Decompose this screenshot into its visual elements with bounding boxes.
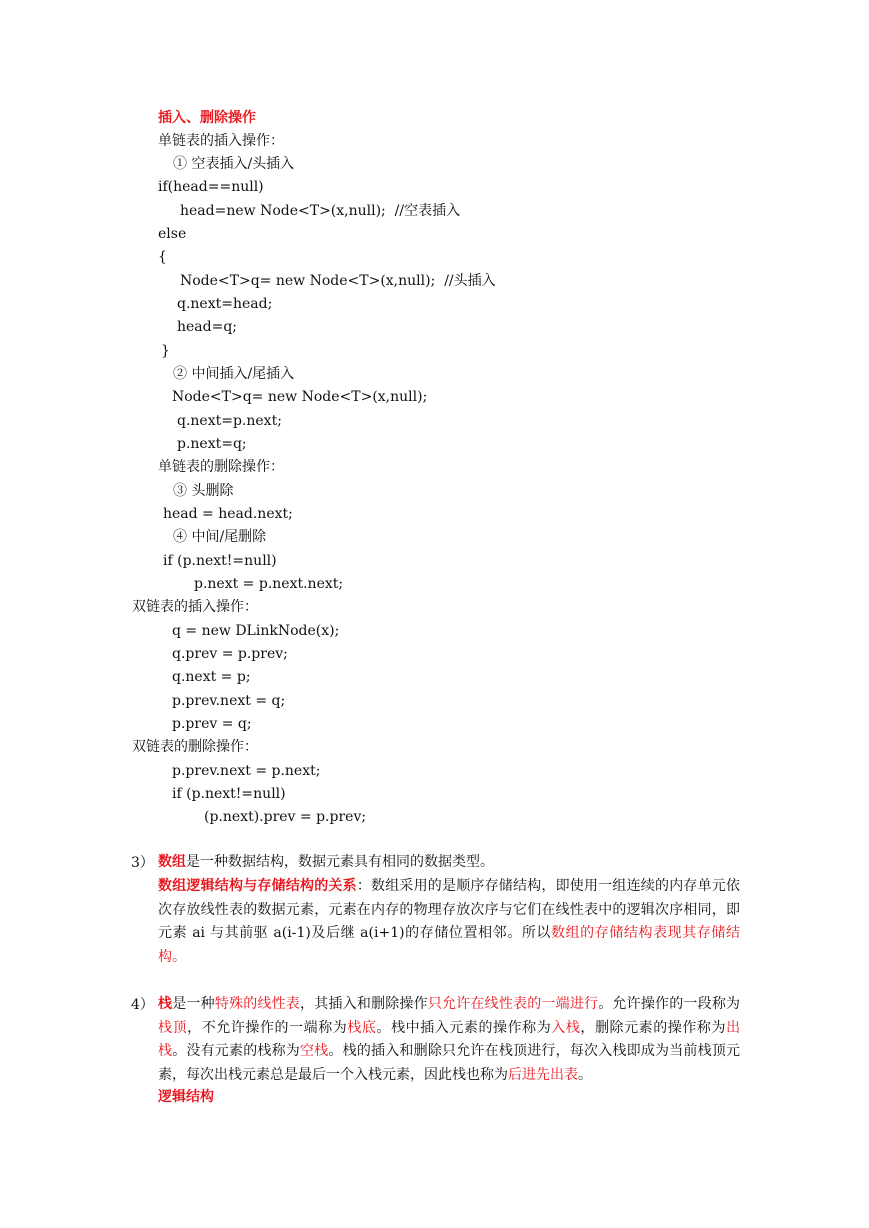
- section-number: 3）: [131, 855, 154, 871]
- text: 。栈的插入和删除只允许在栈顶进行，每次入栈即成为当前栈顶元素，每次出栈元素总是最后一个入栈元素，因此栈也称为: [158, 1043, 741, 1083]
- code-line: q.next = p;: [172, 669, 251, 685]
- code-line: if (p.next!=null): [163, 553, 277, 569]
- code-line: q = new DLinkNode(x);: [172, 623, 340, 639]
- code-line: q.next=p.next;: [177, 413, 282, 429]
- term: 数组: [158, 854, 186, 870]
- text: 。栈中插入元素的操作称为: [376, 1019, 552, 1036]
- code-line: p.next = p.next.next;: [194, 576, 344, 592]
- code-line: p.prev = q;: [172, 716, 252, 732]
- text: 。没有元素的栈称为: [172, 1043, 301, 1059]
- highlight: 入栈: [551, 1019, 581, 1036]
- highlight: 特殊的线性表: [214, 996, 301, 1012]
- code-line: ② 中间插入/尾插入: [173, 366, 295, 382]
- code-line: (p.next).prev = p.prev;: [204, 809, 367, 825]
- code-line: head=new Node<T>(x,null); //空表插入: [180, 203, 461, 219]
- highlight: 数组的存储结构表现其存储结构。: [158, 925, 741, 965]
- code-line: ④ 中间/尾删除: [173, 529, 267, 545]
- code-line: if (p.next!=null): [172, 786, 286, 802]
- text: ：数组采用的是顺序存储结构，即使用一组连续的内存单元依次存放线性表的数据元素，元素在内存的物理存放次序与它们在线性表中的逻辑次序相同，即元素 ai 与其前驱 a(i-1)及后继 a(i+1)的存储位置相邻。所以: [158, 878, 741, 941]
- text: ，不允许操作的一端称为: [187, 1019, 348, 1036]
- code-line: q.prev = p.prev;: [172, 646, 288, 662]
- paragraph: [158, 875, 740, 969]
- code-line: q.next=head;: [177, 296, 273, 312]
- highlight: 空栈: [300, 1043, 329, 1059]
- text: 。允许操作的一段称为: [598, 996, 741, 1012]
- code-line: ① 空表插入/头插入: [173, 156, 295, 172]
- text: ，其插入和删除操作: [300, 996, 428, 1012]
- text: ，删除元素的操作称为: [580, 1019, 727, 1036]
- term: 数组逻辑结构与存储结构的关系: [158, 878, 357, 894]
- code-line: 单链表的插入操作：: [158, 133, 284, 149]
- code-line: head=q;: [177, 319, 238, 335]
- code-line: p.prev.next = q;: [172, 693, 286, 709]
- highlight: 出栈: [158, 1019, 741, 1059]
- highlight: 只允许在线性表的一端进行: [427, 996, 599, 1012]
- text: 是一种数据结构，数据元素具有相同的数据类型。: [186, 854, 494, 870]
- term: 栈: [158, 996, 173, 1012]
- text: 。: [578, 1066, 592, 1083]
- code-line: 双链表的删除操作：: [132, 739, 258, 755]
- code-line: if(head==null): [158, 179, 264, 195]
- code-line: else: [158, 226, 187, 242]
- highlight: 栈顶: [158, 1019, 188, 1036]
- code-line: ③ 头删除: [173, 483, 234, 499]
- code-line: 单链表的删除操作：: [158, 459, 284, 475]
- subheading: 逻辑结构: [158, 1089, 214, 1105]
- section-number: 4）: [131, 997, 154, 1013]
- text: 是一种: [172, 996, 215, 1012]
- paragraph: [158, 851, 740, 875]
- code-line: Node<T>q= new Node<T>(x,null); //头插入: [180, 273, 496, 289]
- paragraph: [158, 993, 740, 1087]
- code-line: head = head.next;: [163, 506, 293, 522]
- highlight: 栈底: [347, 1019, 377, 1036]
- section-title: 插入、删除操作: [158, 110, 256, 126]
- code-line: 双链表的插入操作：: [132, 599, 258, 615]
- code-line: Node<T>q= new Node<T>(x,null);: [172, 389, 428, 405]
- code-line: {: [158, 249, 167, 265]
- code-line: p.next=q;: [177, 436, 247, 452]
- code-line: }: [161, 343, 170, 359]
- code-line: p.prev.next = p.next;: [172, 763, 321, 779]
- highlight: 后进先出表: [508, 1066, 578, 1083]
